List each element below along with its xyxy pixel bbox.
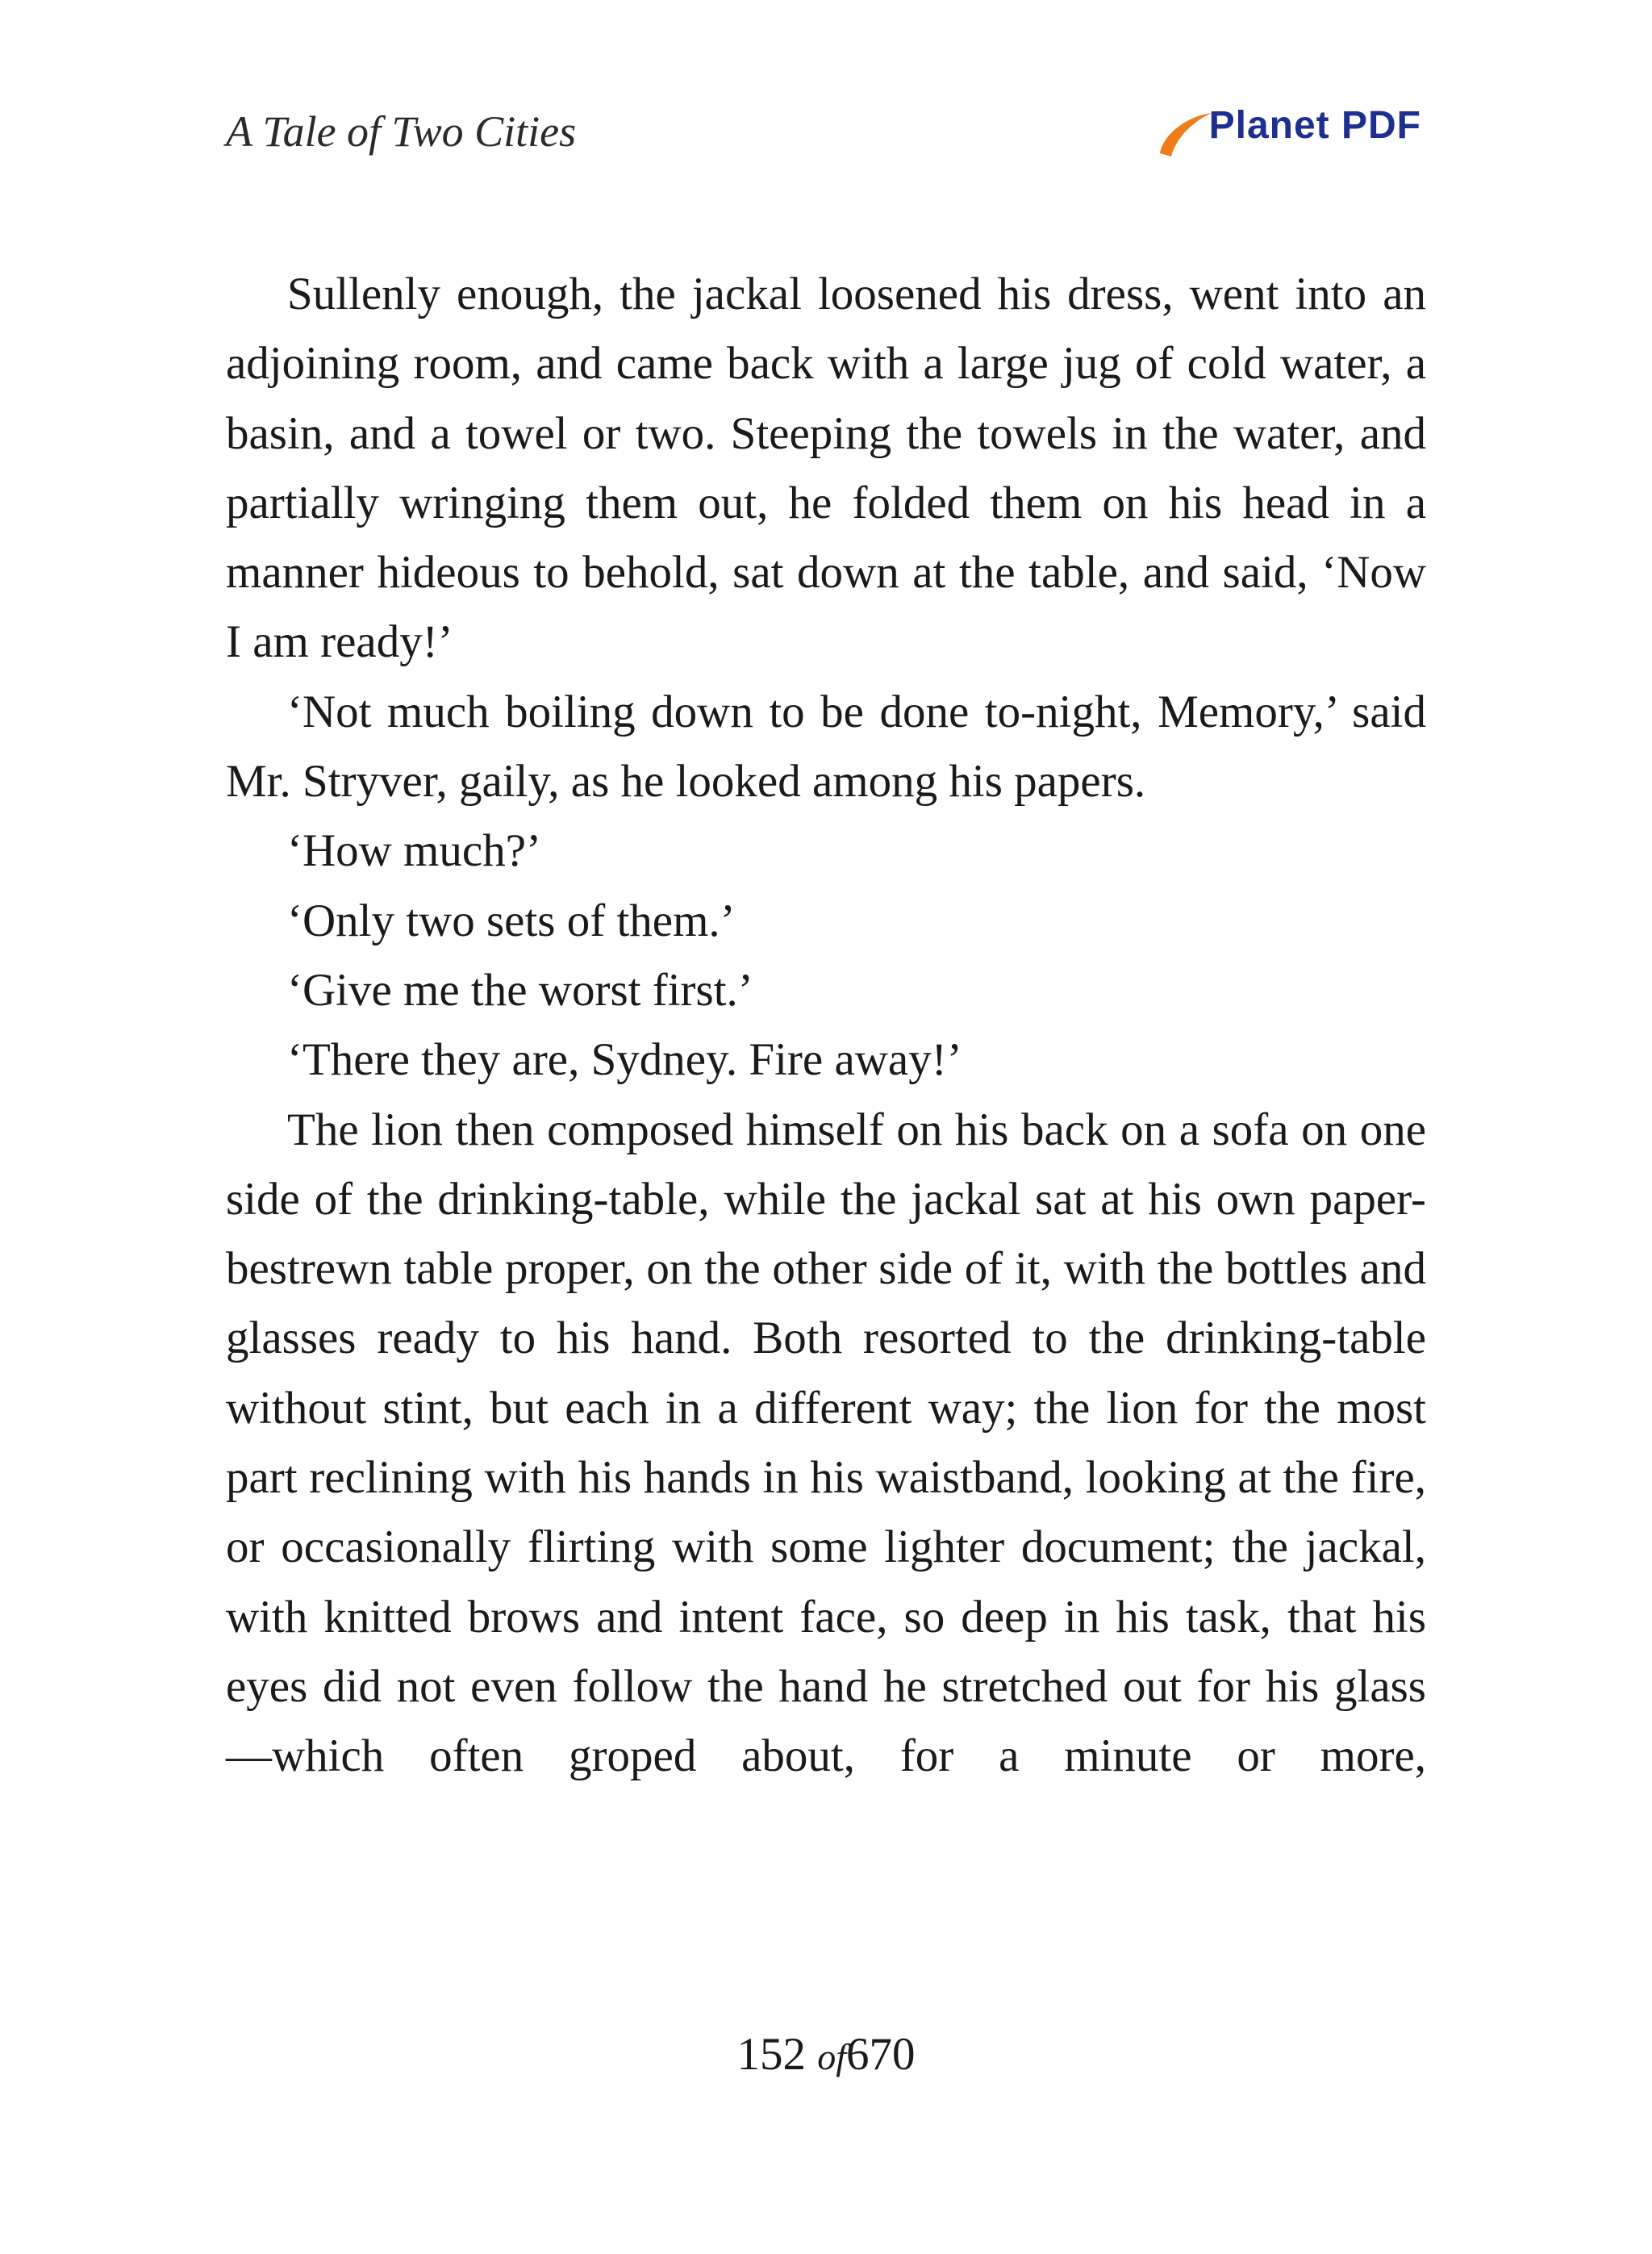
book-title: A Tale of Two Cities [226, 107, 577, 156]
paragraph: ‘How much?’ [287, 825, 541, 877]
paragraph: ‘Give me the worst first.’ [287, 964, 753, 1016]
logo-text: Planet PDF [1208, 104, 1421, 147]
planet-pdf-logo [1155, 103, 1421, 168]
paragraph: ‘Not much boiling down to be done to-night, Memory,’ said Mr. Stryver, gaily, as he looked among his papers. [226, 686, 1426, 808]
page-header [226, 103, 1421, 168]
paragraph: ‘Only two sets of them.’ [287, 895, 736, 946]
total-pages: 670 [846, 2029, 916, 2080]
paragraph: Sullenly enough, the jackal loosened his dress, went into an adjoining room, and came back with a large jug of cold water, a basin, and a towel or two. Steeping the towels in the water, and partially wringing them out, he folded them on his head in a manner hideous to behold, sat down at the table, and said, ‘Now I am ready!’ [226, 269, 1426, 668]
paragraph: ‘There they are, Sydney. Fire away!’ [287, 1034, 962, 1086]
page-number: 152 [736, 2029, 806, 2080]
page-body [226, 260, 1426, 1792]
page-of-label: of [817, 2036, 847, 2077]
paragraph: The lion then composed himself on his back on a sofa on one side of the drinking-table, while the jackal sat at his own paper-bestrewn table proper, on the other side of it, with the bottles and glasses ready to his hand. Both resorted to the drinking-table without stint, but each in a different way; the lion for the most part reclining with his hands in his waistband, looking at the fire, or occasionally flirting with some lighter document; the jackal, with knitted brows and intent face, so deep in his task, that his eyes did not even follow the hand he stretched out for his glass—which often groped about, for a minute or more, [226, 1104, 1426, 1782]
page-footer [0, 2029, 1652, 2080]
